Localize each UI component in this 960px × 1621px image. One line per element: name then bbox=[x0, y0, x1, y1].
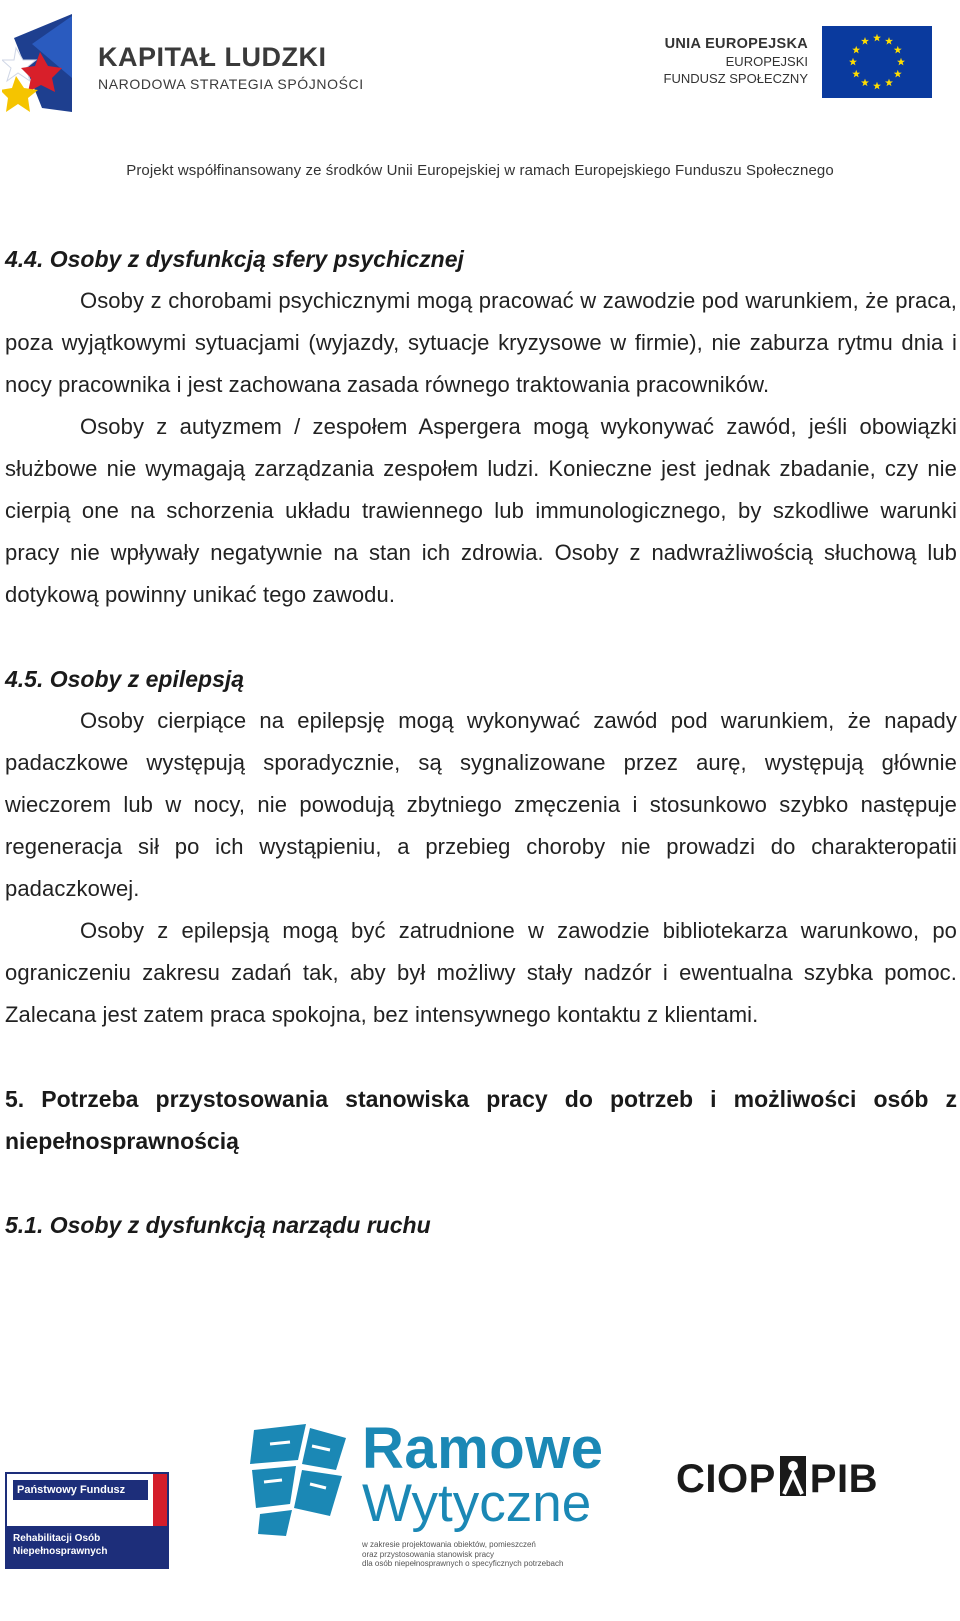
kapital-ludzki-subtitle: NARODOWA STRATEGIA SPÓJNOŚCI bbox=[98, 76, 364, 92]
eu-line-1: UNIA EUROPEJSKA bbox=[664, 36, 808, 52]
pfron-logo bbox=[5, 1472, 169, 1569]
paragraph: Osoby z chorobami psychicznymi mogą pracować w zawodzie pod warunkiem, że praca, poza wyjątkowymi sytuacjami (wyjazdy, sytuacje kryzysowe w firmie), nie zaburza rytmu dnia i nocy pracownika i jest zachowana zasada równego traktowania pracowników. bbox=[5, 288, 957, 397]
pfron-description bbox=[13, 1532, 163, 1558]
rw-line-3: dla osób niepełnosprawnych o specyficznych potrzebach bbox=[362, 1559, 564, 1568]
pfron-desc-line-2: Niepełnosprawnych bbox=[13, 1546, 108, 1557]
section-heading-5-1: 5.1. Osoby z dysfunkcją narządu ruchu bbox=[5, 1212, 431, 1238]
eu-logo-text bbox=[600, 36, 808, 87]
ramowe-wytyczne-logo-icon bbox=[250, 1424, 348, 1536]
paragraph: Osoby z autyzmem / zespołem Aspergera mogą wykonywać zawód, jeśli obowiązki służbowe nie wymagają zarządzania zespołem ludzi. Konieczne jest jednak zbadanie, czy nie cierpią one na schorzenia układu trawiennego lub immunologicznego, by szkodliwe warunki pracy nie wpływały negatywnie na stan ich zdrowia. Osoby z nadwrażliwością słuchową lub dotykową powinny unikać tego zawodu. bbox=[5, 414, 957, 607]
page-header bbox=[0, 0, 960, 200]
cofunding-note: Projekt współfinansowany ze środków Unii Europejskiej w ramach Europejskiego Funduszu Społecznego bbox=[126, 162, 834, 179]
pfron-desc-line-1: Rehabilitacji Osób bbox=[13, 1533, 101, 1544]
eu-flag-icon bbox=[822, 26, 932, 98]
paragraph: Osoby cierpiące na epilepsję mogą wykonywać zawód pod warunkiem, że napady padaczkowe występują sporadycznie, są sygnalizowane przez aurę, występują głównie wieczorem lub w nocy, nie powodują zbytniego zmęczenia i stosunkowo szybko następuje regeneracja sił po ich wystąpieniu, a przebieg choroby nie prowadzi do charakteropatii padaczkowej. bbox=[5, 708, 957, 901]
eu-line-3: FUNDUSZ SPOŁECZNY bbox=[663, 71, 808, 86]
kapital-ludzki-logo-icon bbox=[2, 8, 74, 116]
ramowe-wytyczne-description bbox=[362, 1540, 602, 1569]
pib-text: PIB bbox=[809, 1457, 878, 1501]
document-body bbox=[5, 238, 957, 1246]
ciop-person-icon bbox=[780, 1456, 806, 1496]
eu-line-2: EUROPEJSKI bbox=[725, 54, 808, 69]
ramowe-title: Ramowe bbox=[362, 1416, 604, 1481]
pfron-red-stripe bbox=[153, 1474, 167, 1526]
section-heading-4-5: 4.5. Osoby z epilepsją bbox=[5, 666, 245, 692]
section-heading-4-4: 4.4. Osoby z dysfunkcją sfery psychicznej bbox=[5, 246, 464, 272]
section-heading-5: 5. Potrzeba przystosowania stanowiska pracy do potrzeb i możliwości osób z niepełnosprawnością bbox=[5, 1086, 957, 1154]
wytyczne-title: Wytyczne bbox=[362, 1474, 592, 1533]
rw-line-1: w zakresie projektowania obiektów, pomieszczeń bbox=[362, 1540, 536, 1549]
pfron-name: Państwowy Fundusz bbox=[13, 1480, 148, 1500]
ciop-pib-logo bbox=[676, 1456, 878, 1502]
rw-line-2: oraz przystosowania stanowisk pracy bbox=[362, 1549, 495, 1559]
paragraph: Osoby z epilepsją mogą być zatrudnione w zawodzie bibliotekarza warunkowo, po ograniczeniu zakresu zadań tak, aby był możliwy stały nadzór i ewentualna szybka pomoc. Zalecana jest zatem praca spokojna, bez intensywnego kontaktu z klientami. bbox=[5, 918, 957, 1027]
ciop-text: CIOP bbox=[676, 1457, 776, 1501]
kapital-ludzki-title: KAPITAŁ LUDZKI bbox=[98, 42, 327, 72]
